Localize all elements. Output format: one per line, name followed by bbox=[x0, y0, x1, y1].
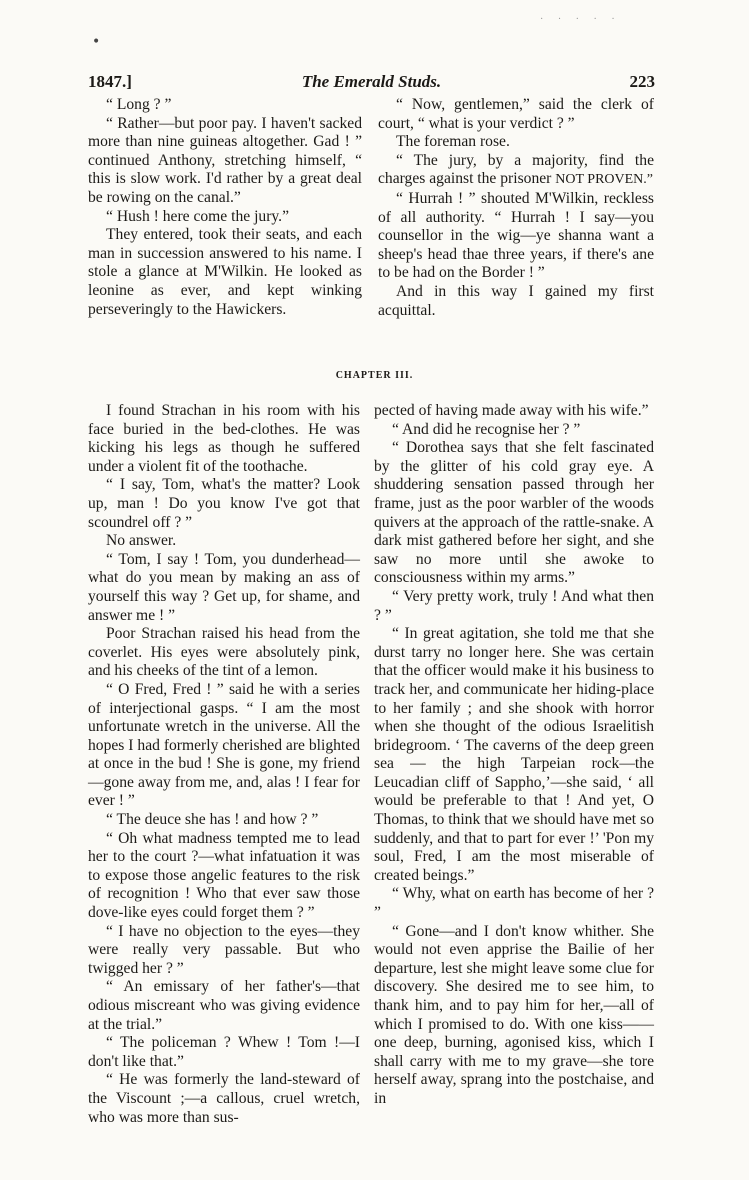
paragraph: “ Very pretty work, truly ! And what then ? ” bbox=[374, 587, 654, 624]
paragraph: “ Gone—and I don't know whither. She would not even apprise the Bailie of her departure, lest she might leave some clue for discovery. She desired me to see him, to thank him, and to pay him for her,—all of which I promised to do. With one kiss——one deep, burning, agonised kiss, which I shall carry with me to my grave—she tore herself away, sprang into the postchaise, and in bbox=[374, 922, 654, 1107]
ink-dot: • bbox=[92, 34, 101, 50]
paragraph: “ Rather—but poor pay. I haven't sacked more than nine guineas altogether. Gad ! ” continued Anthony, stretching himself, “ this is slow work. I'd rather by a great deal be rowing on the canal.” bbox=[88, 114, 362, 206]
column-top-right bbox=[378, 96, 654, 320]
paragraph: “ And did he recognise her ? ” bbox=[392, 420, 581, 438]
header-title: The Emerald Studs. bbox=[301, 72, 442, 91]
verdict-small-caps: NOT PROVEN.” bbox=[555, 172, 654, 188]
paragraph: “ Tom, I say ! Tom, you dunderhead—what do you mean by making an ass of yourself this way ? Get up, for shame, and answer me ! ” bbox=[88, 550, 360, 624]
paragraph: “ Hurrah ! ” shouted M'Wilkin, reckless of all authority. “ Hurrah ! I say—you counsellor in the wig—ye shanna want a sheep's head thae three years, if there's ane to be had on the Border ! ” bbox=[378, 189, 654, 282]
paragraph: And in this way I gained my first acquittal. bbox=[378, 282, 654, 319]
paragraph: “ I say, Tom, what's the matter? Look up, man ! Do you know I've got that scoundrel off ? ” bbox=[88, 476, 360, 531]
running-header bbox=[88, 72, 655, 96]
print-specks: · · · · · bbox=[540, 14, 621, 25]
paragraph: “ Why, what on earth has become of her ? ” bbox=[374, 885, 654, 922]
chapter-heading: CHAPTER III. bbox=[335, 370, 414, 381]
verdict-text: “ The jury, by a majority, find the charges against the prisoner bbox=[378, 151, 654, 188]
paragraph-continued: pected of having made away with his wife.” bbox=[374, 402, 649, 419]
column-bottom-right bbox=[374, 402, 654, 1109]
paragraph: “ Dorothea says that she felt fascinated by the glitter of his cold gray eye. A shuddering sensation passed through her frame, just as the poor warbler of the woods quivers at the approach of the rattle-snake. A dark mist gathered before her sight, and she saw no more until she awoke to consciousness within my arms.” bbox=[374, 439, 654, 587]
paragraph: “ I have no objection to the eyes—they were really very passable. But who twigged her ? ” bbox=[88, 922, 360, 977]
paragraph: They entered, took their seats, and each man in succession answered to his name. I stole a glance at M'Wilkin. He looked as leonine as ever, and kept winking perseveringly to the Hawickers. bbox=[88, 226, 362, 318]
page-number: 223 bbox=[629, 72, 655, 91]
paragraph: No answer. bbox=[106, 532, 177, 550]
paragraph: “ An emissary of her father's—that odious miscreant who was giving evidence at the trial.” bbox=[88, 978, 360, 1033]
paragraph: “ The policeman ? Whew ! Tom !—I don't like that.” bbox=[88, 1034, 360, 1070]
paragraph bbox=[378, 152, 654, 190]
paragraph: I found Strachan in his room with his face buried in the bed-clothes. He was kicking his legs as though he suffered under a violent fit of the toothache. bbox=[88, 402, 360, 475]
header-year: 1847.] bbox=[88, 72, 132, 91]
paragraph: Poor Strachan raised his head from the coverlet. His eyes were absolutely pink, and his cheeks of the tint of a lemon. bbox=[88, 625, 360, 680]
paragraph: “ In great agitation, she told me that she durst tarry no longer here. She was certain that the officer would make it his business to track her, and communicate her hiding-place to her family ; and she shook with horror when she thought of the odious Israelitish bridegroom. ‘ The caverns of the deep green sea — the high Tarpeian rock—the Leucadian cliff of Sappho,’—she said, ‘ all would be preferable to that ! And yet, O Thomas, to think that we should have met so suddenly, and that to part for ever !’ 'Pon my soul, Fred, I am the most miserable of created beings.” bbox=[374, 625, 654, 884]
paragraph: “ The deuce she has ! and how ? ” bbox=[106, 811, 319, 829]
column-bottom-left bbox=[88, 402, 360, 1127]
paragraph: “ O Fred, Fred ! ” said he with a series of interjectional gasps. “ I am the most unfortunate wretch in the universe. All the hopes I had formerly cherished are blighted at once in the bud ! She is gone, my friend—gone away from me, and, alas ! I fear for ever ! ” bbox=[88, 680, 360, 810]
column-top-left bbox=[88, 96, 362, 319]
paragraph: “ Now, gentlemen,” said the clerk of court, “ what is your verdict ? ” bbox=[378, 96, 654, 132]
paragraph: “ Oh what madness tempted me to lead her to the court ?—what infatuation it was to expose those angelic features to the risk of recognition ! Who that ever saw those dove-like eyes could forget them ? ” bbox=[88, 829, 360, 922]
paragraph: “ Long ? ” bbox=[106, 96, 172, 113]
paragraph: The foreman rose. bbox=[396, 133, 510, 151]
paragraph: “ He was formerly the land-steward of the Viscount ;—a callous, cruel wretch, who was more than sus- bbox=[88, 1071, 360, 1126]
paragraph: “ Hush ! here come the jury.” bbox=[106, 207, 290, 225]
